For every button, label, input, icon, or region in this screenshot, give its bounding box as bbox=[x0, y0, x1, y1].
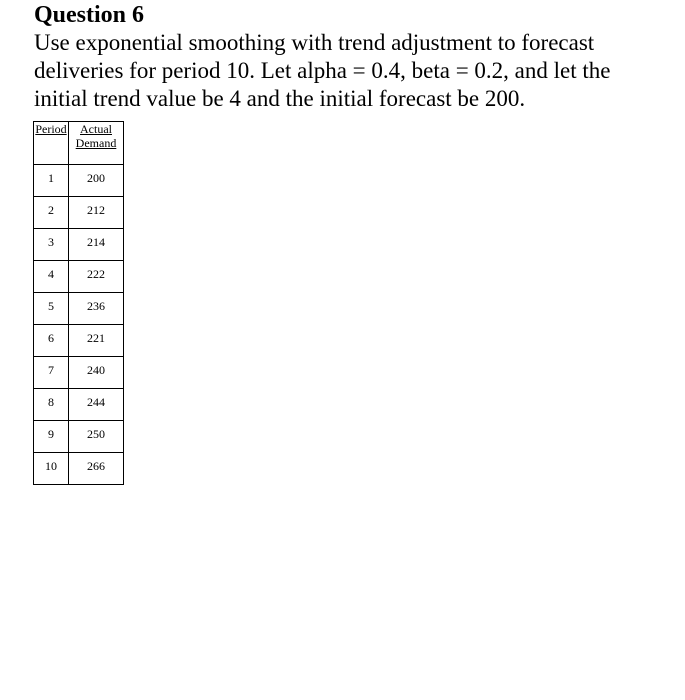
cell-demand: 244 bbox=[69, 389, 124, 421]
cell-demand: 222 bbox=[69, 261, 124, 293]
cell-period: 6 bbox=[34, 325, 69, 357]
table-row bbox=[34, 357, 124, 389]
table-row bbox=[34, 293, 124, 325]
cell-period: 5 bbox=[34, 293, 69, 325]
table-row bbox=[34, 165, 124, 197]
table-row bbox=[34, 229, 124, 261]
table-row bbox=[34, 389, 124, 421]
cell-demand: 200 bbox=[69, 165, 124, 197]
header-period-label: Period bbox=[35, 122, 67, 136]
cell-period: 10 bbox=[34, 453, 69, 485]
question-text-line-2: deliveries for period 10. Let alpha = 0.4, beta = 0.2, and let the bbox=[34, 58, 611, 83]
table-row bbox=[34, 261, 124, 293]
question-text bbox=[34, 29, 674, 113]
table-body bbox=[34, 165, 124, 485]
cell-period: 4 bbox=[34, 261, 69, 293]
question-text-line-1: Use exponential smoothing with trend adjustment to forecast bbox=[34, 30, 595, 55]
table-row bbox=[34, 325, 124, 357]
cell-period: 9 bbox=[34, 421, 69, 453]
cell-period: 2 bbox=[34, 197, 69, 229]
cell-demand: 221 bbox=[69, 325, 124, 357]
table-header-row bbox=[34, 122, 124, 165]
question-text-line-3: initial trend value be 4 and the initial forecast be 200. bbox=[34, 86, 526, 111]
header-demand-line-1: Actual bbox=[80, 122, 112, 136]
question-title: Question 6 bbox=[34, 2, 145, 28]
cell-demand: 214 bbox=[69, 229, 124, 261]
cell-period: 3 bbox=[34, 229, 69, 261]
demand-table bbox=[33, 121, 124, 485]
cell-demand: 266 bbox=[69, 453, 124, 485]
cell-demand: 250 bbox=[69, 421, 124, 453]
header-period bbox=[34, 122, 69, 165]
header-actual-demand bbox=[69, 122, 124, 165]
cell-period: 7 bbox=[34, 357, 69, 389]
table-row bbox=[34, 421, 124, 453]
header-demand-line-2: Demand bbox=[75, 136, 117, 150]
question-block bbox=[34, 0, 674, 113]
cell-demand: 236 bbox=[69, 293, 124, 325]
cell-demand: 240 bbox=[69, 357, 124, 389]
table-row bbox=[34, 197, 124, 229]
cell-period: 1 bbox=[34, 165, 69, 197]
cell-period: 8 bbox=[34, 389, 69, 421]
cell-demand: 212 bbox=[69, 197, 124, 229]
table-row bbox=[34, 453, 124, 485]
